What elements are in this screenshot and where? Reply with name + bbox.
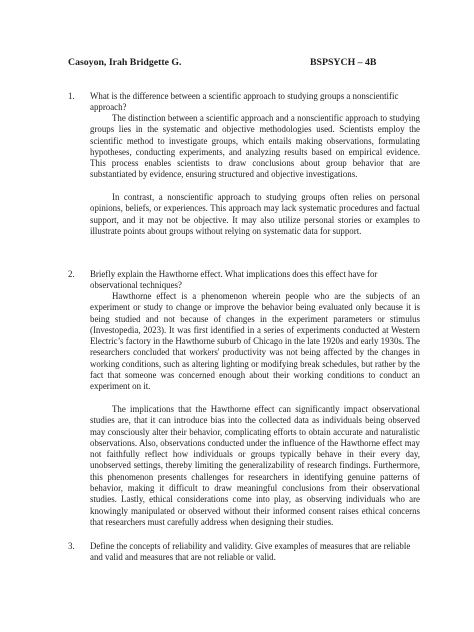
- student-name: Casoyon, Irah Bridgette G.: [68, 57, 182, 68]
- answer-paragraph: The distinction between a scientific approach and a nonscientific approach to studying groups lies in the systematic and objective methodologies used. Scientists employ the scientific method to investigate groups, which entails making observations, formulating hypotheses, conducting experiments, and analyzing results based on empirical evidence. This process enables scientists to draw conclusions about group behavior that are substantiated by evidence, ensuring structured and objective investigations.: [90, 113, 420, 180]
- question-number: 2.: [68, 269, 75, 279]
- question-text: Briefly explain the Hawthorne effect. What implications does this effect have for observational techniques?: [90, 269, 378, 291]
- answer-paragraph: The implications that the Hawthorne effect can significantly impact observational studies are, that it can introduce bias into the collected data as individuals being observed may consciously alter their behavior, complicating efforts to obtain accurate and naturalistic observations. Also, observations conducted under the influence of the Hawthorne effect may not faithfully reflect how individuals or groups typically behave in their every day, unobserved settings, thereby limiting the generalizability of research findings. Furthermore, this phenomenon presents challenges for researchers in identifying genuine patterns of behavior, making it difficult to draw meaningful conclusions from their observational studies. Lastly, ethical considerations come into play, as observing individuals who are knowingly manipulated or observed without their informed consent raises ethical concerns that researchers must carefully address when designing their studies.: [90, 404, 420, 527]
- question-number: 1.: [68, 91, 75, 101]
- answer-paragraph: In contrast, a nonscientific approach to studying groups often relies on personal opinions, beliefs, or experiences. This approach may lack systematic procedures and factual support, and it may not be objective. It may also utilize personal stories or examples to illustrate points about groups without relying on systematic data for support.: [90, 192, 420, 236]
- answer-paragraph: Hawthorne effect is a phenomenon wherein people who are the subjects of an experiment or study to change or improve the behavior being evaluated only because it is being studied and not because of changes in the experiment parameters or stimulus (Investopedia, 2023). It was first identified in a series of experiments conducted at Western Electric’s factory in the Hawthorne suburb of Chicago in the late 1920s and early 1930s. The researchers concluded that workers' productivity was not being affected by the changes in working conditions, such as altering lighting or modifying break schedules, but rather by the fact that someone was concerned enough about their working conditions to conduct an experiment on it.: [90, 291, 420, 392]
- question-number: 3.: [68, 541, 75, 551]
- question-text: What is the difference between a scientific approach to studying groups a nonscientific approach?: [90, 91, 399, 113]
- question-text: Define the concepts of reliability and validity. Give examples of measures that are reliable and valid and measures that are not reliable or valid.: [90, 541, 411, 563]
- course-section: BSPSYCH – 4B: [310, 57, 377, 68]
- document-header: [62, 57, 412, 71]
